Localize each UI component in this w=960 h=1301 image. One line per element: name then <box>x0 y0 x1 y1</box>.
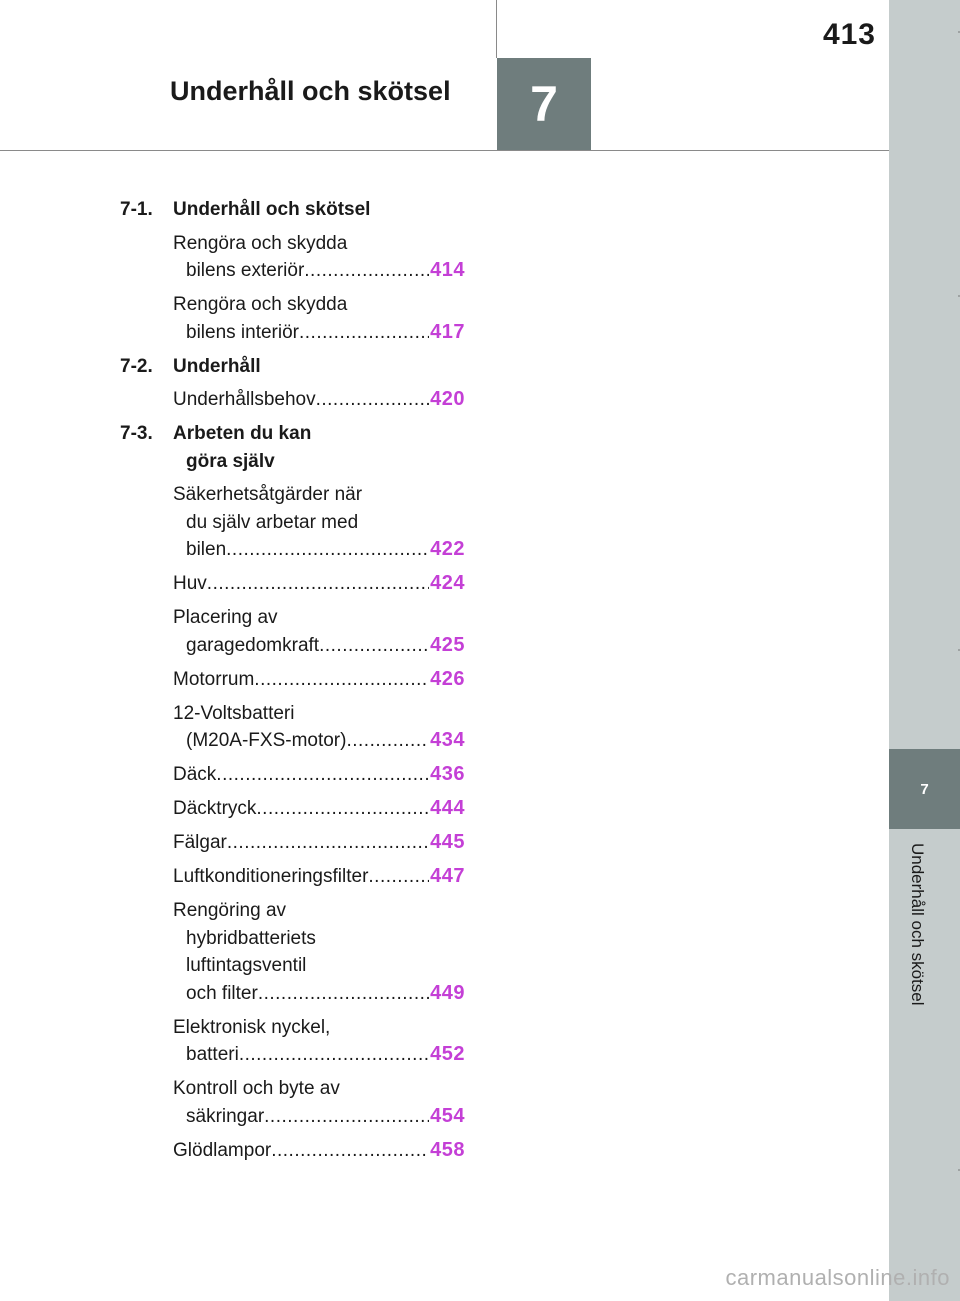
toc-entry-line <box>173 291 465 319</box>
toc-entry-line <box>173 795 465 823</box>
toc-entry[interactable] <box>173 1137 465 1165</box>
toc-page-link[interactable]: 426 <box>430 667 465 690</box>
toc-entry-text: Elektronisk nyckel, <box>173 1016 331 1038</box>
toc-entry-text: Rengöra och skydda <box>173 294 348 315</box>
toc-entry-line <box>173 980 465 1008</box>
toc-entry-text: Kontroll och byte av <box>173 1078 340 1099</box>
dot-leader <box>256 795 429 823</box>
section-title <box>173 196 465 224</box>
toc-entry-line <box>173 925 465 953</box>
toc-entry-line <box>173 632 465 660</box>
toc-entry[interactable] <box>173 863 465 891</box>
toc-entry-text: (M20A-FXS-motor) <box>186 730 347 751</box>
toc-entry-text: Motorrum <box>173 668 255 690</box>
toc-entry[interactable] <box>173 829 465 857</box>
toc-entry-line <box>173 230 465 258</box>
toc-entry-line <box>173 897 465 925</box>
toc-entry[interactable] <box>173 386 465 414</box>
toc-entry-line <box>173 727 465 755</box>
toc-entry-text: Däck <box>173 764 217 785</box>
toc-section-heading <box>120 353 465 381</box>
toc-page-link[interactable]: 417 <box>430 320 465 343</box>
toc-entry-line <box>173 1103 465 1131</box>
toc-entry-text: säkringar <box>186 1105 265 1127</box>
toc-entry-text: bilens interiör <box>186 321 299 343</box>
section-number: 7-1. <box>120 199 153 220</box>
toc-entry-text: bilens exteriör <box>186 260 305 281</box>
toc-entry-line <box>173 257 465 285</box>
section-title-line: Underhåll och skötsel <box>173 199 371 220</box>
toc-entry-line <box>173 386 465 414</box>
side-tab-label: Underhåll och skötsel <box>908 843 927 1006</box>
toc-entry[interactable] <box>173 481 465 564</box>
toc-entry-line <box>173 666 465 694</box>
toc-page-link[interactable]: 458 <box>430 1138 465 1161</box>
dot-leader <box>304 257 429 285</box>
section-title <box>173 353 465 381</box>
header-rule <box>0 150 889 151</box>
toc-entry-line <box>173 1041 465 1069</box>
toc-page-link[interactable]: 452 <box>430 1043 465 1065</box>
toc-entry-line <box>173 761 465 789</box>
toc-entry-text: och filter <box>186 982 258 1004</box>
toc-entry[interactable] <box>173 230 465 285</box>
watermark: carmanualsonline.info <box>725 1265 950 1290</box>
toc-page-link[interactable]: 414 <box>430 259 465 281</box>
toc-entry-line <box>173 570 465 598</box>
toc-entry[interactable] <box>173 1075 465 1130</box>
toc-entry-text: batteri <box>186 1044 239 1065</box>
toc-entry-line <box>173 604 465 632</box>
toc-entry-text: 12-Voltsbatteri <box>173 702 295 724</box>
toc-entry-text: hybridbatteriets <box>186 927 316 949</box>
dot-leader <box>346 727 429 755</box>
toc-page-link[interactable]: 420 <box>430 388 465 410</box>
toc-entry-text: Luftkonditioneringsfilter <box>173 866 369 887</box>
dot-leader <box>239 1041 429 1069</box>
toc-entry-text: Placering av <box>173 607 278 628</box>
chapter-title: Underhåll och skötsel <box>170 76 451 106</box>
toc-entry-text: bilen <box>186 539 227 560</box>
toc-entry-text: luftintagsventil <box>186 955 307 976</box>
side-tab-number[interactable]: 7 <box>889 749 960 829</box>
toc-page-link[interactable]: 447 <box>430 865 465 887</box>
dot-leader <box>319 632 429 660</box>
dot-leader <box>207 570 429 598</box>
toc-entry-line <box>173 863 465 891</box>
dot-leader <box>264 1103 429 1131</box>
header-divider-vertical <box>496 0 497 58</box>
dot-leader <box>368 863 429 891</box>
dot-leader <box>316 386 430 414</box>
section-number: 7-3. <box>120 423 153 444</box>
section-title-line: Underhåll <box>173 355 261 377</box>
section-title-line: göra själv <box>186 450 275 472</box>
toc-entry[interactable] <box>173 897 465 1007</box>
table-of-contents <box>120 196 465 1171</box>
dot-leader <box>227 829 429 857</box>
toc-page-link[interactable]: 436 <box>430 763 465 785</box>
toc-entry[interactable] <box>173 700 465 755</box>
toc-entry-text: Säkerhetsåtgärder när <box>173 484 363 505</box>
toc-page-link[interactable]: 422 <box>430 538 465 560</box>
toc-entry-text: Fälgar <box>173 832 227 853</box>
toc-entry-line <box>173 952 465 980</box>
dot-leader <box>216 761 429 789</box>
chapter-number-box: 7 <box>497 58 591 150</box>
toc-entry-line <box>173 1014 465 1042</box>
toc-entry-text: Underhållsbehov <box>173 389 316 410</box>
toc-page-link[interactable]: 424 <box>430 572 465 594</box>
toc-entry-line <box>173 509 465 537</box>
dot-leader <box>299 319 429 347</box>
dot-leader <box>254 666 429 694</box>
toc-section-heading <box>120 420 465 475</box>
toc-entry-line <box>173 700 465 728</box>
toc-entry-text: Däcktryck <box>173 798 257 819</box>
side-strip-ticks <box>889 0 960 1301</box>
toc-entry[interactable] <box>173 795 465 823</box>
toc-page-link[interactable]: 454 <box>430 1104 465 1127</box>
section-title <box>173 420 465 475</box>
section-number: 7-2. <box>120 355 153 377</box>
page-number: 413 <box>822 18 876 51</box>
toc-entry-line <box>173 319 465 347</box>
toc-entry[interactable] <box>173 666 465 694</box>
toc-entry-line <box>173 1075 465 1103</box>
toc-entry-text: Glödlampor <box>173 1139 272 1161</box>
toc-page-link[interactable]: 444 <box>430 797 465 819</box>
toc-entry[interactable] <box>173 291 465 346</box>
toc-page-link[interactable]: 425 <box>430 633 465 656</box>
toc-entry-text: Huv <box>173 573 207 594</box>
toc-page-link[interactable]: 445 <box>430 831 465 853</box>
toc-entry-line <box>173 481 465 509</box>
dot-leader <box>258 980 429 1008</box>
toc-entry-text: du själv arbetar med <box>186 511 359 533</box>
toc-entry-line <box>173 536 465 564</box>
toc-entry-text: garagedomkraft <box>186 634 320 656</box>
section-title-line: Arbeten du kan <box>173 423 312 444</box>
toc-entry[interactable] <box>173 570 465 598</box>
toc-entry[interactable] <box>173 761 465 789</box>
toc-page-link[interactable]: 434 <box>430 729 465 751</box>
toc-page-link[interactable]: 449 <box>430 981 465 1004</box>
dot-leader <box>271 1137 429 1165</box>
toc-section-heading <box>120 196 465 224</box>
dot-leader <box>226 536 429 564</box>
toc-entry-line <box>173 829 465 857</box>
toc-entry[interactable] <box>173 604 465 659</box>
toc-entry-text: Rengöring av <box>173 900 287 921</box>
toc-entry[interactable] <box>173 1014 465 1069</box>
toc-entry-text: Rengöra och skydda <box>173 232 348 254</box>
toc-entry-line <box>173 1137 465 1165</box>
